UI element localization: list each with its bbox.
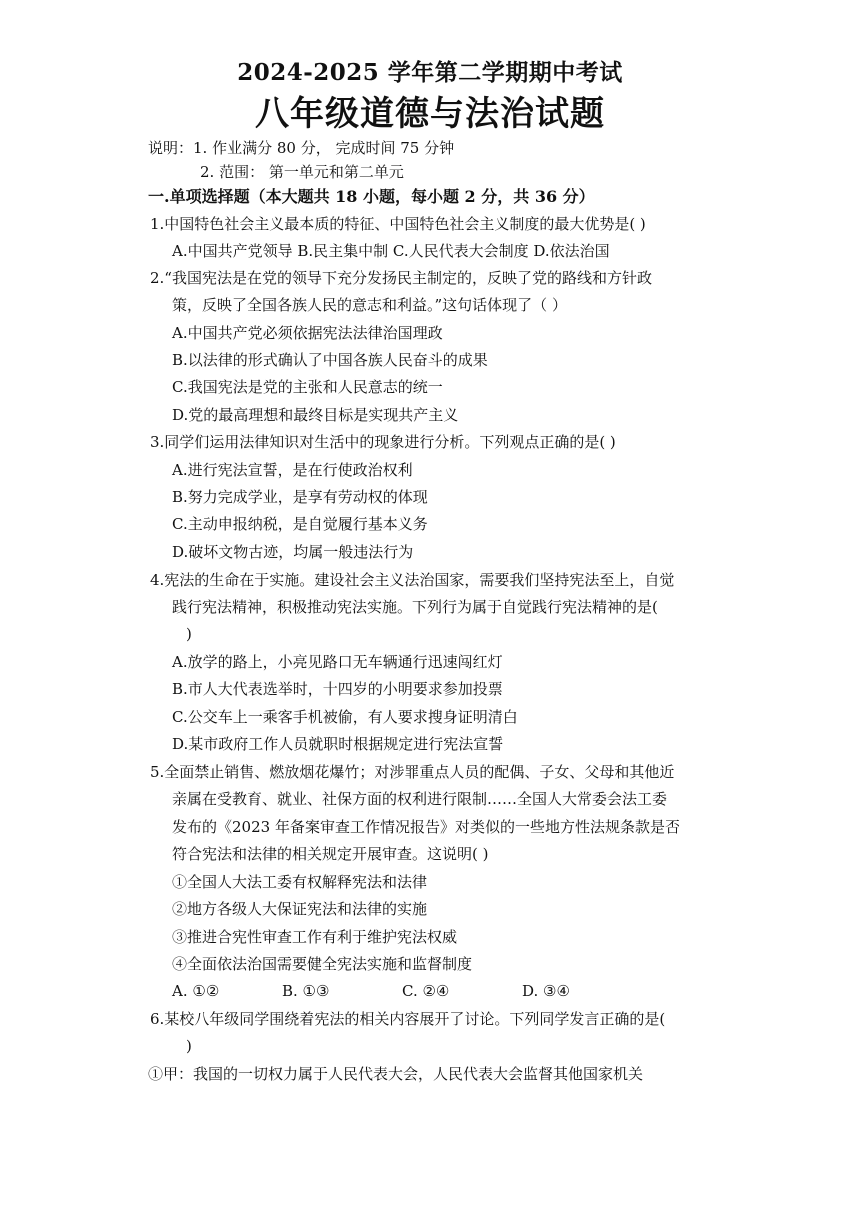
question-5-statement-2: ②地方各级人大保证宪法和法律的实施 — [172, 900, 428, 918]
question-1-options: A.中国共产党领导 B.民主集中制 C.人民代表大会制度 D.依法治国 — [172, 242, 610, 260]
question-6-statement-1: ①甲：我国的一切权力属于人民代表大会，人民代表大会监督其他国家机关 — [148, 1065, 644, 1083]
question-1-stem: 1.中国特色社会主义最本质的特征、中国特色社会主义制度的最大优势是( ) — [150, 215, 646, 233]
question-2-option-c: C.我国宪法是党的主张和人民意志的统一 — [172, 378, 443, 396]
question-4-stem: 4.宪法的生命在于实施。建设社会主义法治国家，需要我们坚持宪法至上，自觉 — [150, 571, 675, 589]
question-5-stem-continued-1: 亲属在受教育、就业、社保方面的权利进行限制……全国人大常委会法工委 — [172, 790, 668, 808]
question-3-option-a: A.进行宪法宣誓，是在行使政治权利 — [172, 461, 413, 479]
question-4-option-c: C.公交车上一乘客手机被偷，有人要求搜身证明清白 — [172, 708, 518, 726]
section-heading: 一.单项选择题（本大题共 18 小题，每小题 2 分，共 36 分） — [148, 187, 595, 206]
question-5-choice-a: A. ①② — [172, 982, 220, 1000]
question-4-option-d: D.某市政府工作人员就职时根据规定进行宪法宣誓 — [172, 735, 504, 753]
instructions-line-1: 说明：1. 作业满分 80 分， 完成时间 75 分钟 — [148, 139, 455, 157]
question-2-stem: 2.“我国宪法是在党的领导下充分发扬民主制定的，反映了党的路线和方针政 — [150, 269, 652, 287]
question-3-stem: 3.同学们运用法律知识对生活中的现象进行分析。下列观点正确的是( ) — [150, 433, 616, 451]
question-3-option-b: B.努力完成学业，是享有劳动权的体现 — [172, 488, 428, 506]
question-4-stem-continued: 践行宪法精神，积极推动宪法实施。下列行为属于自觉践行宪法精神的是( — [172, 598, 658, 616]
question-5-stem-continued-3: 符合宪法和法律的相关规定开展审查。这说明( ) — [172, 845, 489, 863]
question-5-statement-4: ④全面依法治国需要健全宪法实施和监督制度 — [172, 955, 473, 973]
question-2-stem-continued: 策，反映了全国各族人民的意志和利益。”这句话体现了（ ） — [172, 296, 567, 314]
question-5-choice-b: B. ①③ — [282, 982, 330, 1000]
question-2-option-b: B.以法律的形式确认了中国各族人民奋斗的成果 — [172, 351, 488, 369]
instructions-line-2: 2. 范围： 第一单元和第二单元 — [200, 163, 404, 181]
question-5-statement-3: ③推进合宪性审查工作有利于维护宪法权威 — [172, 928, 458, 946]
question-3-option-c: C.主动申报纳税，是自觉履行基本义务 — [172, 515, 428, 533]
question-5-stem-continued-2: 发布的《2023 年备案审查工作情况报告》对类似的一些地方性法规条款是否 — [172, 818, 680, 836]
question-5-statement-1: ①全国人大法工委有权解释宪法和法律 — [172, 873, 428, 891]
question-2-option-a: A.中国共产党必须依据宪法法律治国理政 — [172, 324, 443, 342]
question-5-stem: 5.全面禁止销售、燃放烟花爆竹；对涉罪重点人员的配偶、子女、父母和其他近 — [150, 763, 675, 781]
question-2-option-d: D.党的最高理想和最终目标是实现共产主义 — [172, 406, 459, 424]
question-5-choice-c: C. ②④ — [402, 982, 450, 1000]
question-5-choice-d: D. ③④ — [522, 982, 570, 1000]
question-4-answer-paren: ) — [186, 625, 192, 643]
question-4-option-b: B.市人大代表选举时，十四岁的小明要求参加投票 — [172, 680, 503, 698]
exam-subject-title: 八年级道德与法治试题 — [255, 94, 605, 134]
question-5-choices — [172, 982, 592, 1002]
exam-title: 2024-2025 学年第二学期期中考试 — [237, 59, 623, 86]
question-6-stem: 6.某校八年级同学围绕着宪法的相关内容展开了讨论。下列同学发言正确的是( — [150, 1010, 666, 1028]
question-4-option-a: A.放学的路上，小亮见路口无车辆通行迅速闯红灯 — [172, 653, 503, 671]
question-6-answer-paren: ) — [186, 1037, 192, 1055]
question-3-option-d: D.破坏文物古迹，均属一般违法行为 — [172, 543, 414, 561]
